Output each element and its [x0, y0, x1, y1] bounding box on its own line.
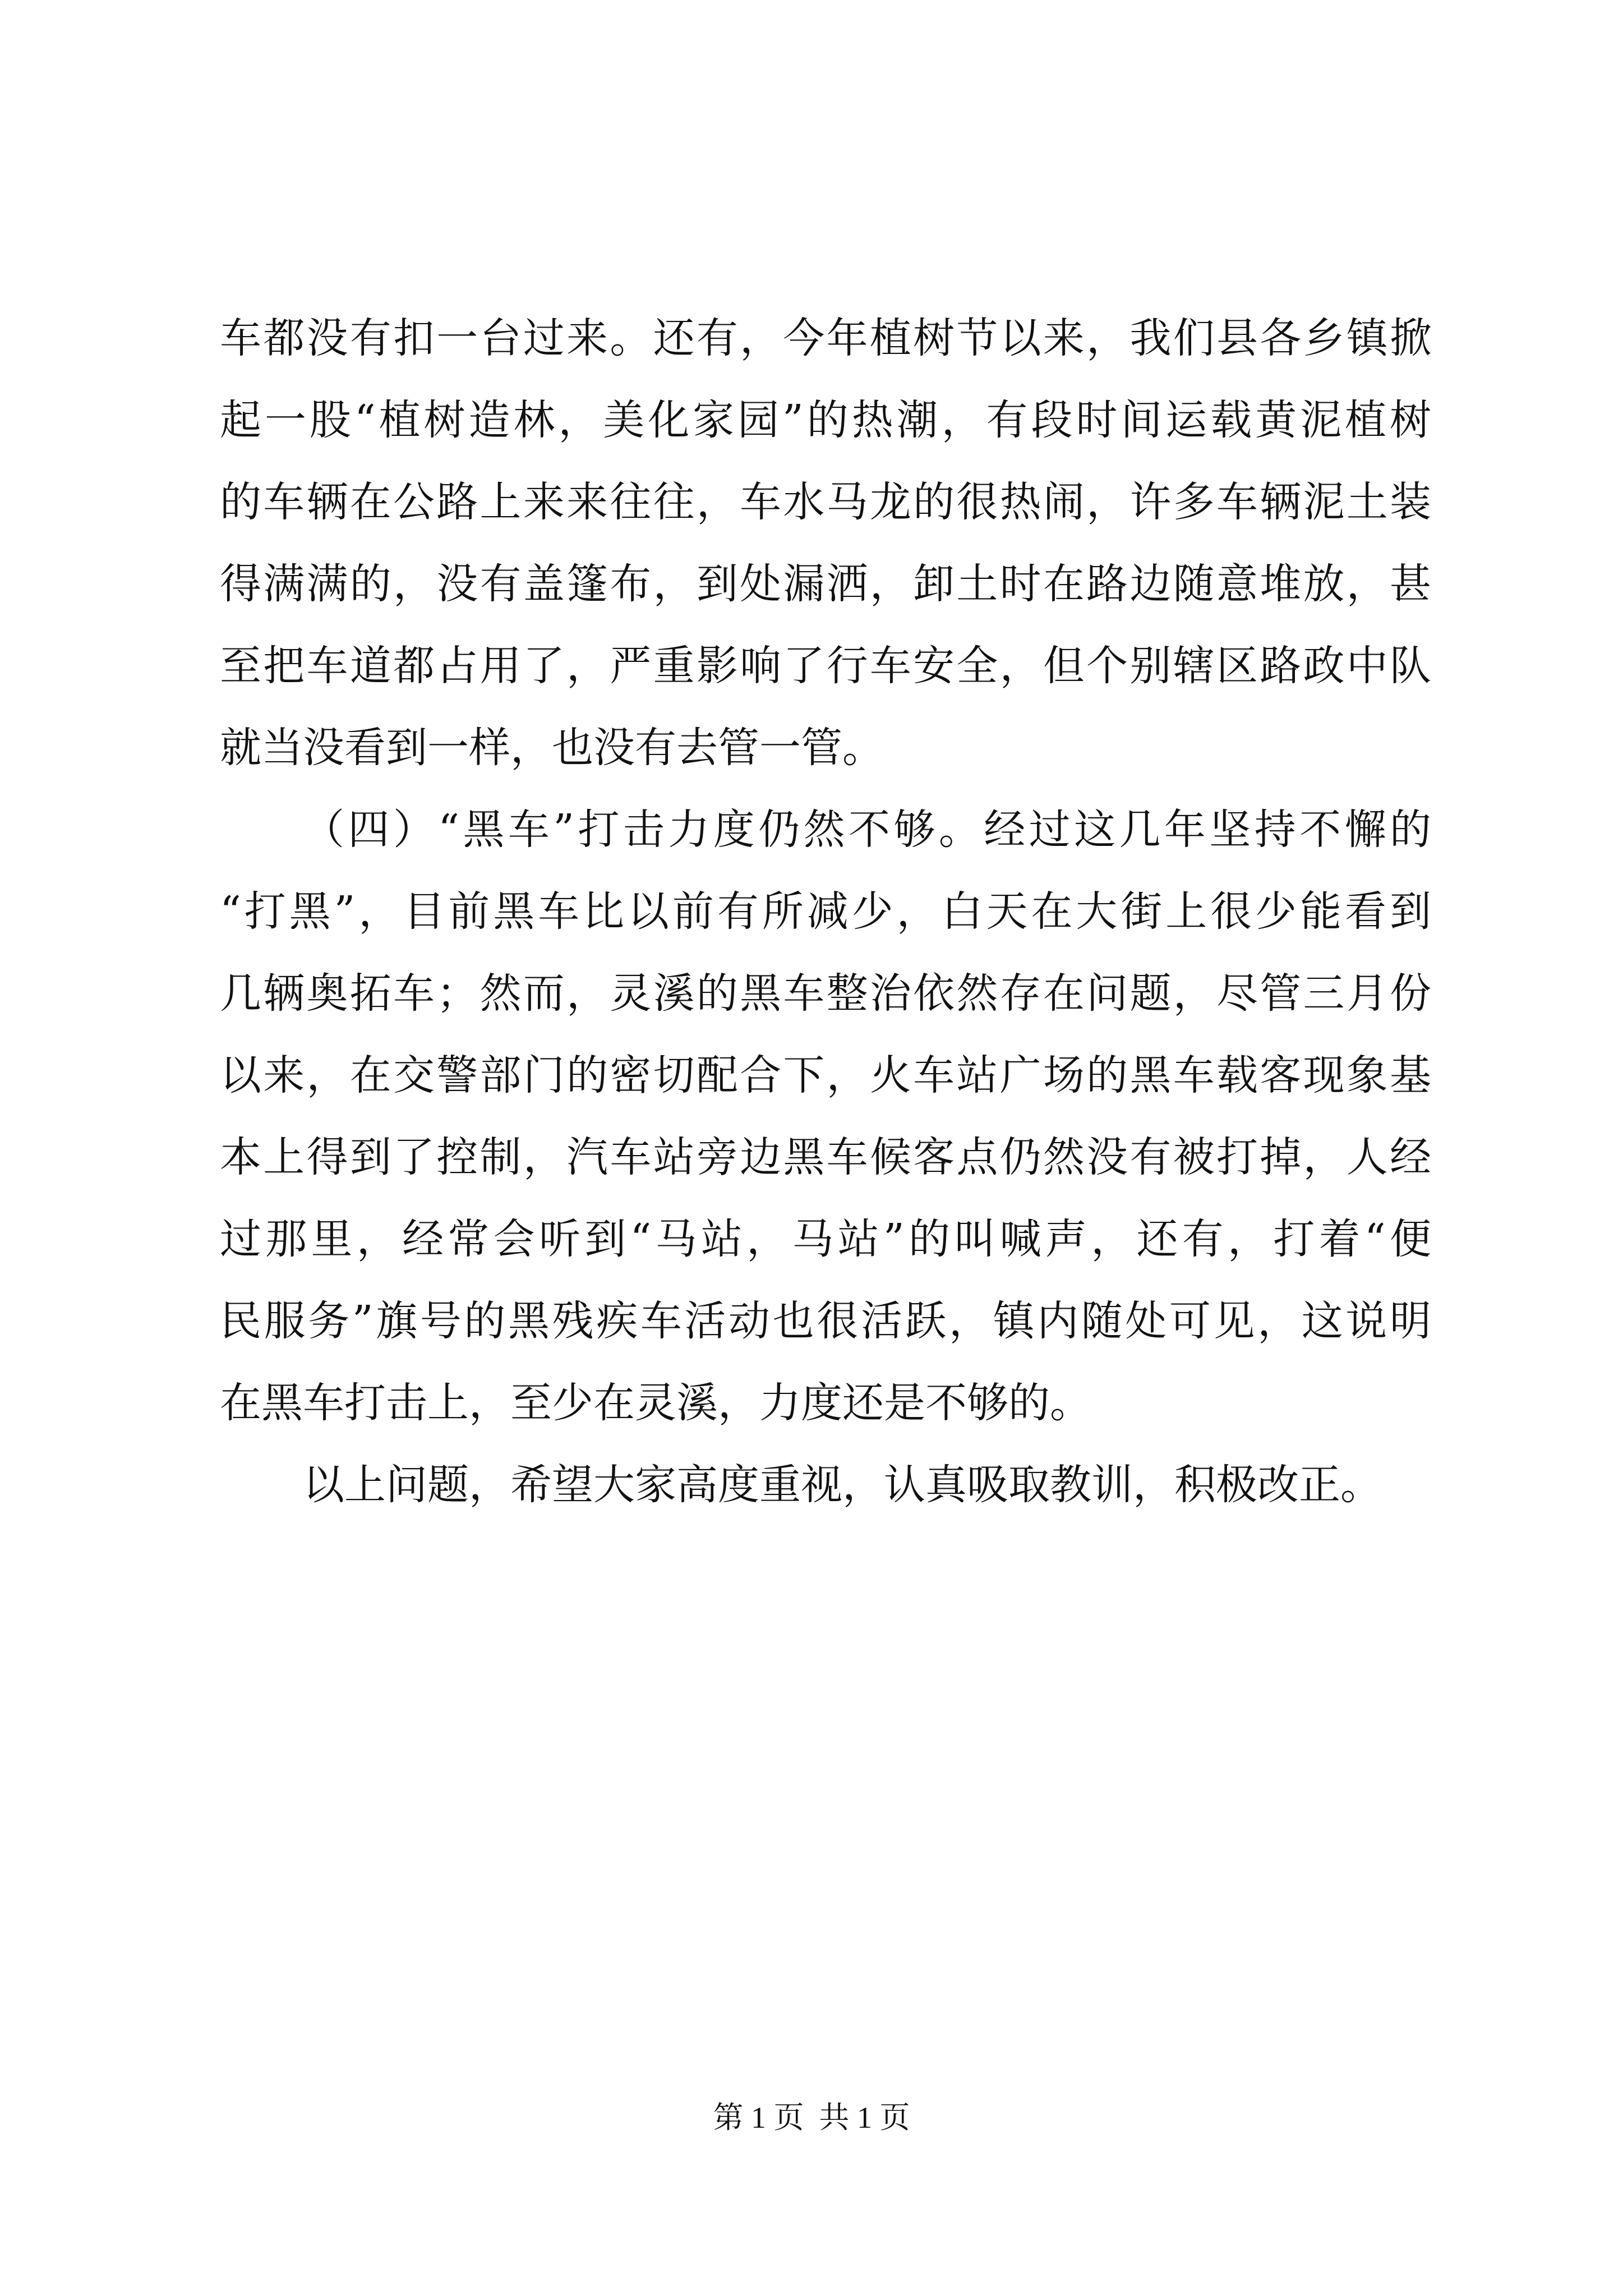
text-line: 至把车道都占用了，严重影响了行车安全，但个别辖区路政中队 — [220, 642, 1431, 690]
text-line: （四）“黑车”打击力度仍然不够。经过这几年坚持不懈的 — [303, 806, 1431, 854]
text-line: 就当没看到一样，也没有去管一管。 — [220, 724, 884, 772]
text-line: 过那里，经常会听到“马站，马站”的叫喊声，还有，打着“便 — [220, 1215, 1431, 1263]
document-body — [220, 297, 1431, 1526]
page-footer — [0, 2098, 1623, 2137]
text-line: 的车辆在公路上来来往往，车水马龙的很热闹，许多车辆泥土装 — [220, 478, 1431, 526]
text-line: 民服务”旗号的黑残疾车活动也很活跃，镇内随处可见，这说明 — [220, 1297, 1431, 1345]
text-line: 本上得到了控制，汽车站旁边黑车候客点仍然没有被打掉，人经 — [220, 1133, 1431, 1181]
text-line: 以上问题，希望大家高度重视，认真吸取教训，积极改正。 — [303, 1461, 1382, 1509]
text-line: 车都没有扣一台过来。还有，今年植树节以来，我们县各乡镇掀 — [220, 314, 1431, 362]
text-line: 起一股“植树造林，美化家园”的热潮，有段时间运载黄泥植树 — [220, 396, 1431, 444]
text-line: “打黑”，目前黑车比以前有所减少，白天在大街上很少能看到 — [220, 887, 1431, 936]
page-number: 第 1 页 共 1 页 — [713, 2101, 910, 2134]
text-line: 以来，在交警部门的密切配合下，火车站广场的黑车载客现象基 — [220, 1051, 1431, 1099]
text-line: 得满满的，没有盖篷布，到处漏洒，卸土时在路边随意堆放，甚 — [220, 560, 1431, 608]
text-line: 几辆奥拓车；然而，灵溪的黑车整治依然存在问题，尽管三月份 — [220, 969, 1431, 1018]
text-line: 在黑车打击上，至少在灵溪，力度还是不够的。 — [220, 1379, 1091, 1427]
